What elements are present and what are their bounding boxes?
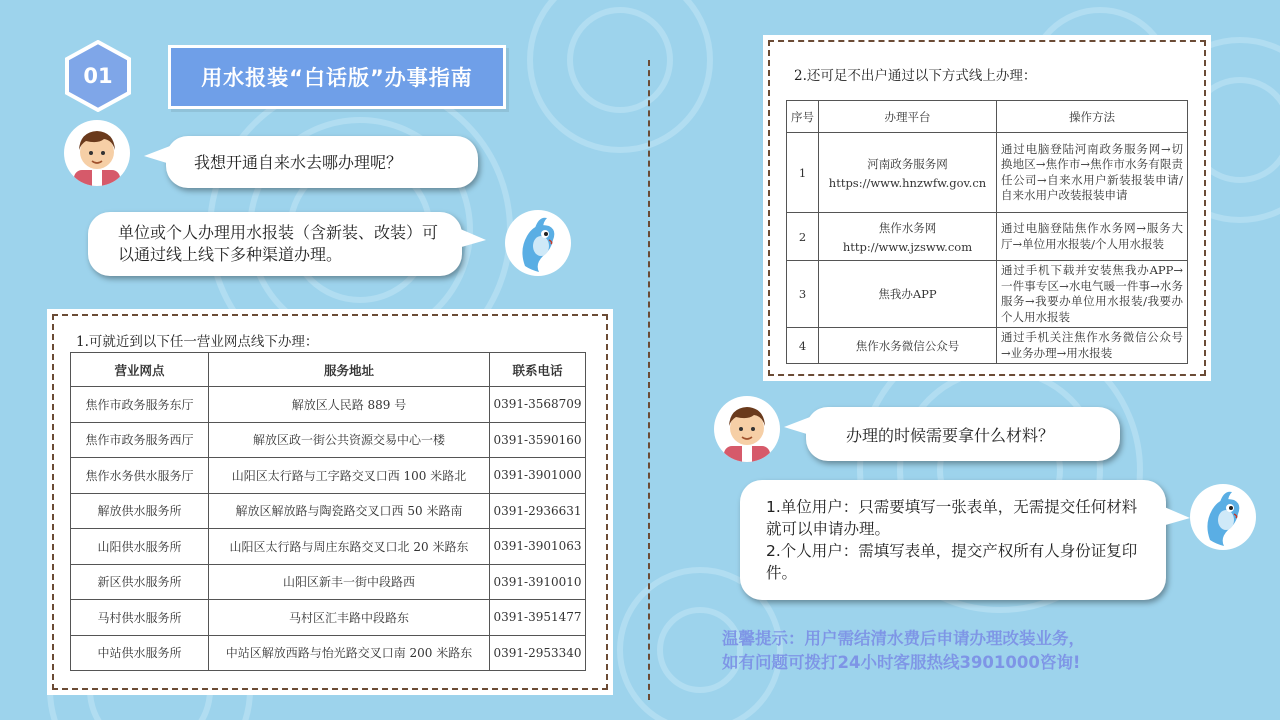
section-badge <box>62 40 134 112</box>
boy-icon <box>64 120 130 186</box>
office-address: 山阳区新丰一街中段路西 <box>209 564 490 600</box>
office-address: 马村区汇丰路中段路东 <box>209 600 490 636</box>
platform-name: 焦作水务微信公众号 <box>855 338 960 353</box>
tip-line-1: 温馨提示：用户需结清水费后申请办理改装业务， <box>722 629 1085 648</box>
method-text: 通过电脑登陆焦作水务网→服务大厅→单位用水报装/个人用水报装 <box>997 213 1188 261</box>
office-address: 山阳区太行路与工字路交叉口西 100 米路北 <box>209 458 490 494</box>
office-phone: 0391-3901000 <box>490 458 586 494</box>
table-row <box>71 387 586 423</box>
office-name: 马村供水服务所 <box>71 600 209 636</box>
office-name: 焦作水务供水服务厅 <box>71 458 209 494</box>
online-card <box>768 40 1206 376</box>
office-phone: 0391-2936631 <box>490 493 586 529</box>
office-phone: 0391-3910010 <box>490 564 586 600</box>
table-row <box>787 133 1188 213</box>
bubble-tail <box>458 228 486 250</box>
office-name: 焦作市政务服务西厅 <box>71 422 209 458</box>
dolphin-avatar <box>1190 484 1256 550</box>
boy-avatar <box>714 396 780 462</box>
platform-url: http://www.jzsww.com <box>842 239 973 254</box>
dolphin-icon <box>505 210 571 276</box>
page-title: 用水报装“白话版”办事指南 <box>201 66 473 90</box>
platform-name: 焦作水务网 <box>878 220 937 235</box>
warm-tip <box>722 627 1202 675</box>
method-text: 通过手机下载并安装焦我办APP→一件事专区→水电气暖一件事→水务服务→我要办单位用水报装/我要办个人用水报装 <box>997 261 1188 328</box>
platform-cell <box>819 213 997 261</box>
online-table <box>786 100 1188 364</box>
offline-card <box>52 314 608 690</box>
table-row <box>71 635 586 671</box>
question-bubble-2 <box>806 407 1120 461</box>
column-header: 序号 <box>787 101 819 133</box>
boy-icon <box>714 396 780 462</box>
question-1-text: 我想开通自来水去哪办理呢？ <box>194 153 403 172</box>
row-number: 2 <box>787 213 819 261</box>
office-phone: 0391-3901063 <box>490 529 586 565</box>
offline-table <box>70 352 586 671</box>
table-row <box>787 213 1188 261</box>
column-header: 营业网点 <box>71 353 209 387</box>
office-phone: 0391-2953340 <box>490 635 586 671</box>
table-row <box>71 529 586 565</box>
boy-avatar <box>64 120 130 186</box>
dolphin-icon <box>1190 484 1256 550</box>
platform-cell <box>819 133 997 213</box>
table-row <box>787 261 1188 328</box>
divider <box>648 60 650 700</box>
column-header: 操作方法 <box>997 101 1188 133</box>
office-address: 中站区解放西路与怡光路交叉口南 200 米路东 <box>209 635 490 671</box>
table-row <box>71 493 586 529</box>
method-text: 通过电脑登陆河南政务服务网→切换地区→焦作市→焦作市水务有限责任公司→自来水用户新装报装申请/自来水用户改装报装申请 <box>997 133 1188 213</box>
bubble-tail <box>1162 506 1190 528</box>
platform-cell <box>819 328 997 364</box>
column-header: 办理平台 <box>819 101 997 133</box>
row-number: 4 <box>787 328 819 364</box>
office-phone: 0391-3951477 <box>490 600 586 636</box>
office-name: 解放供水服务所 <box>71 493 209 529</box>
row-number: 1 <box>787 133 819 213</box>
dolphin-avatar <box>505 210 571 276</box>
platform-name: 河南政务服务网 <box>867 156 948 171</box>
question-bubble-1 <box>166 136 478 188</box>
office-name: 新区供水服务所 <box>71 564 209 600</box>
column-header: 服务地址 <box>209 353 490 387</box>
office-address: 解放区解放路与陶瓷路交叉口西 50 米路南 <box>209 493 490 529</box>
bubble-tail <box>144 146 170 166</box>
answer-bubble-1 <box>88 212 462 276</box>
platform-url: https://www.hnzwfw.gov.cn <box>828 175 987 190</box>
office-address: 山阳区太行路与周庄东路交叉口北 20 米路东 <box>209 529 490 565</box>
offline-heading: 1.可就近到以下任一营业网点线下办理： <box>76 334 319 350</box>
badge-number: 01 <box>83 64 113 88</box>
table-header-row <box>787 101 1188 133</box>
tip-line-2: 如有问题可拨打24小时客服热线3901000咨询! <box>722 653 1081 672</box>
table-row <box>71 600 586 636</box>
office-name: 中站供水服务所 <box>71 635 209 671</box>
table-header-row <box>71 353 586 387</box>
online-heading: 2.还可足不出户通过以下方式线上办理： <box>794 68 1037 84</box>
table-row <box>71 458 586 494</box>
office-address: 解放区政一街公共资源交易中心一楼 <box>209 422 490 458</box>
question-2-text: 办理的时候需要拿什么材料？ <box>846 426 1055 445</box>
table-row <box>71 564 586 600</box>
platform-cell <box>819 261 997 328</box>
answer-1-text: 单位或个人办理用水报装（含新装、改装）可以通过线上线下多种渠道办理。 <box>118 223 439 264</box>
answer-bubble-2 <box>740 480 1166 600</box>
answer-2-line-2: 2.个人用户：需填写表单，提交产权所有人身份证复印件。 <box>766 542 1138 582</box>
bubble-tail <box>784 417 810 437</box>
office-name: 焦作市政务服务东厅 <box>71 387 209 423</box>
platform-name: 焦我办APP <box>878 287 937 301</box>
page-title-banner <box>168 45 506 109</box>
table-row <box>787 328 1188 364</box>
row-number: 3 <box>787 261 819 328</box>
column-header: 联系电话 <box>490 353 586 387</box>
office-phone: 0391-3590160 <box>490 422 586 458</box>
office-name: 山阳供水服务所 <box>71 529 209 565</box>
method-text: 通过手机关注焦作水务微信公众号→业务办理→用水报装 <box>997 328 1188 364</box>
office-phone: 0391-3568709 <box>490 387 586 423</box>
answer-2-line-1: 1.单位用户：只需要填写一张表单，无需提交任何材料就可以申请办理。 <box>766 498 1138 538</box>
table-row <box>71 422 586 458</box>
office-address: 解放区人民路 889 号 <box>209 387 490 423</box>
